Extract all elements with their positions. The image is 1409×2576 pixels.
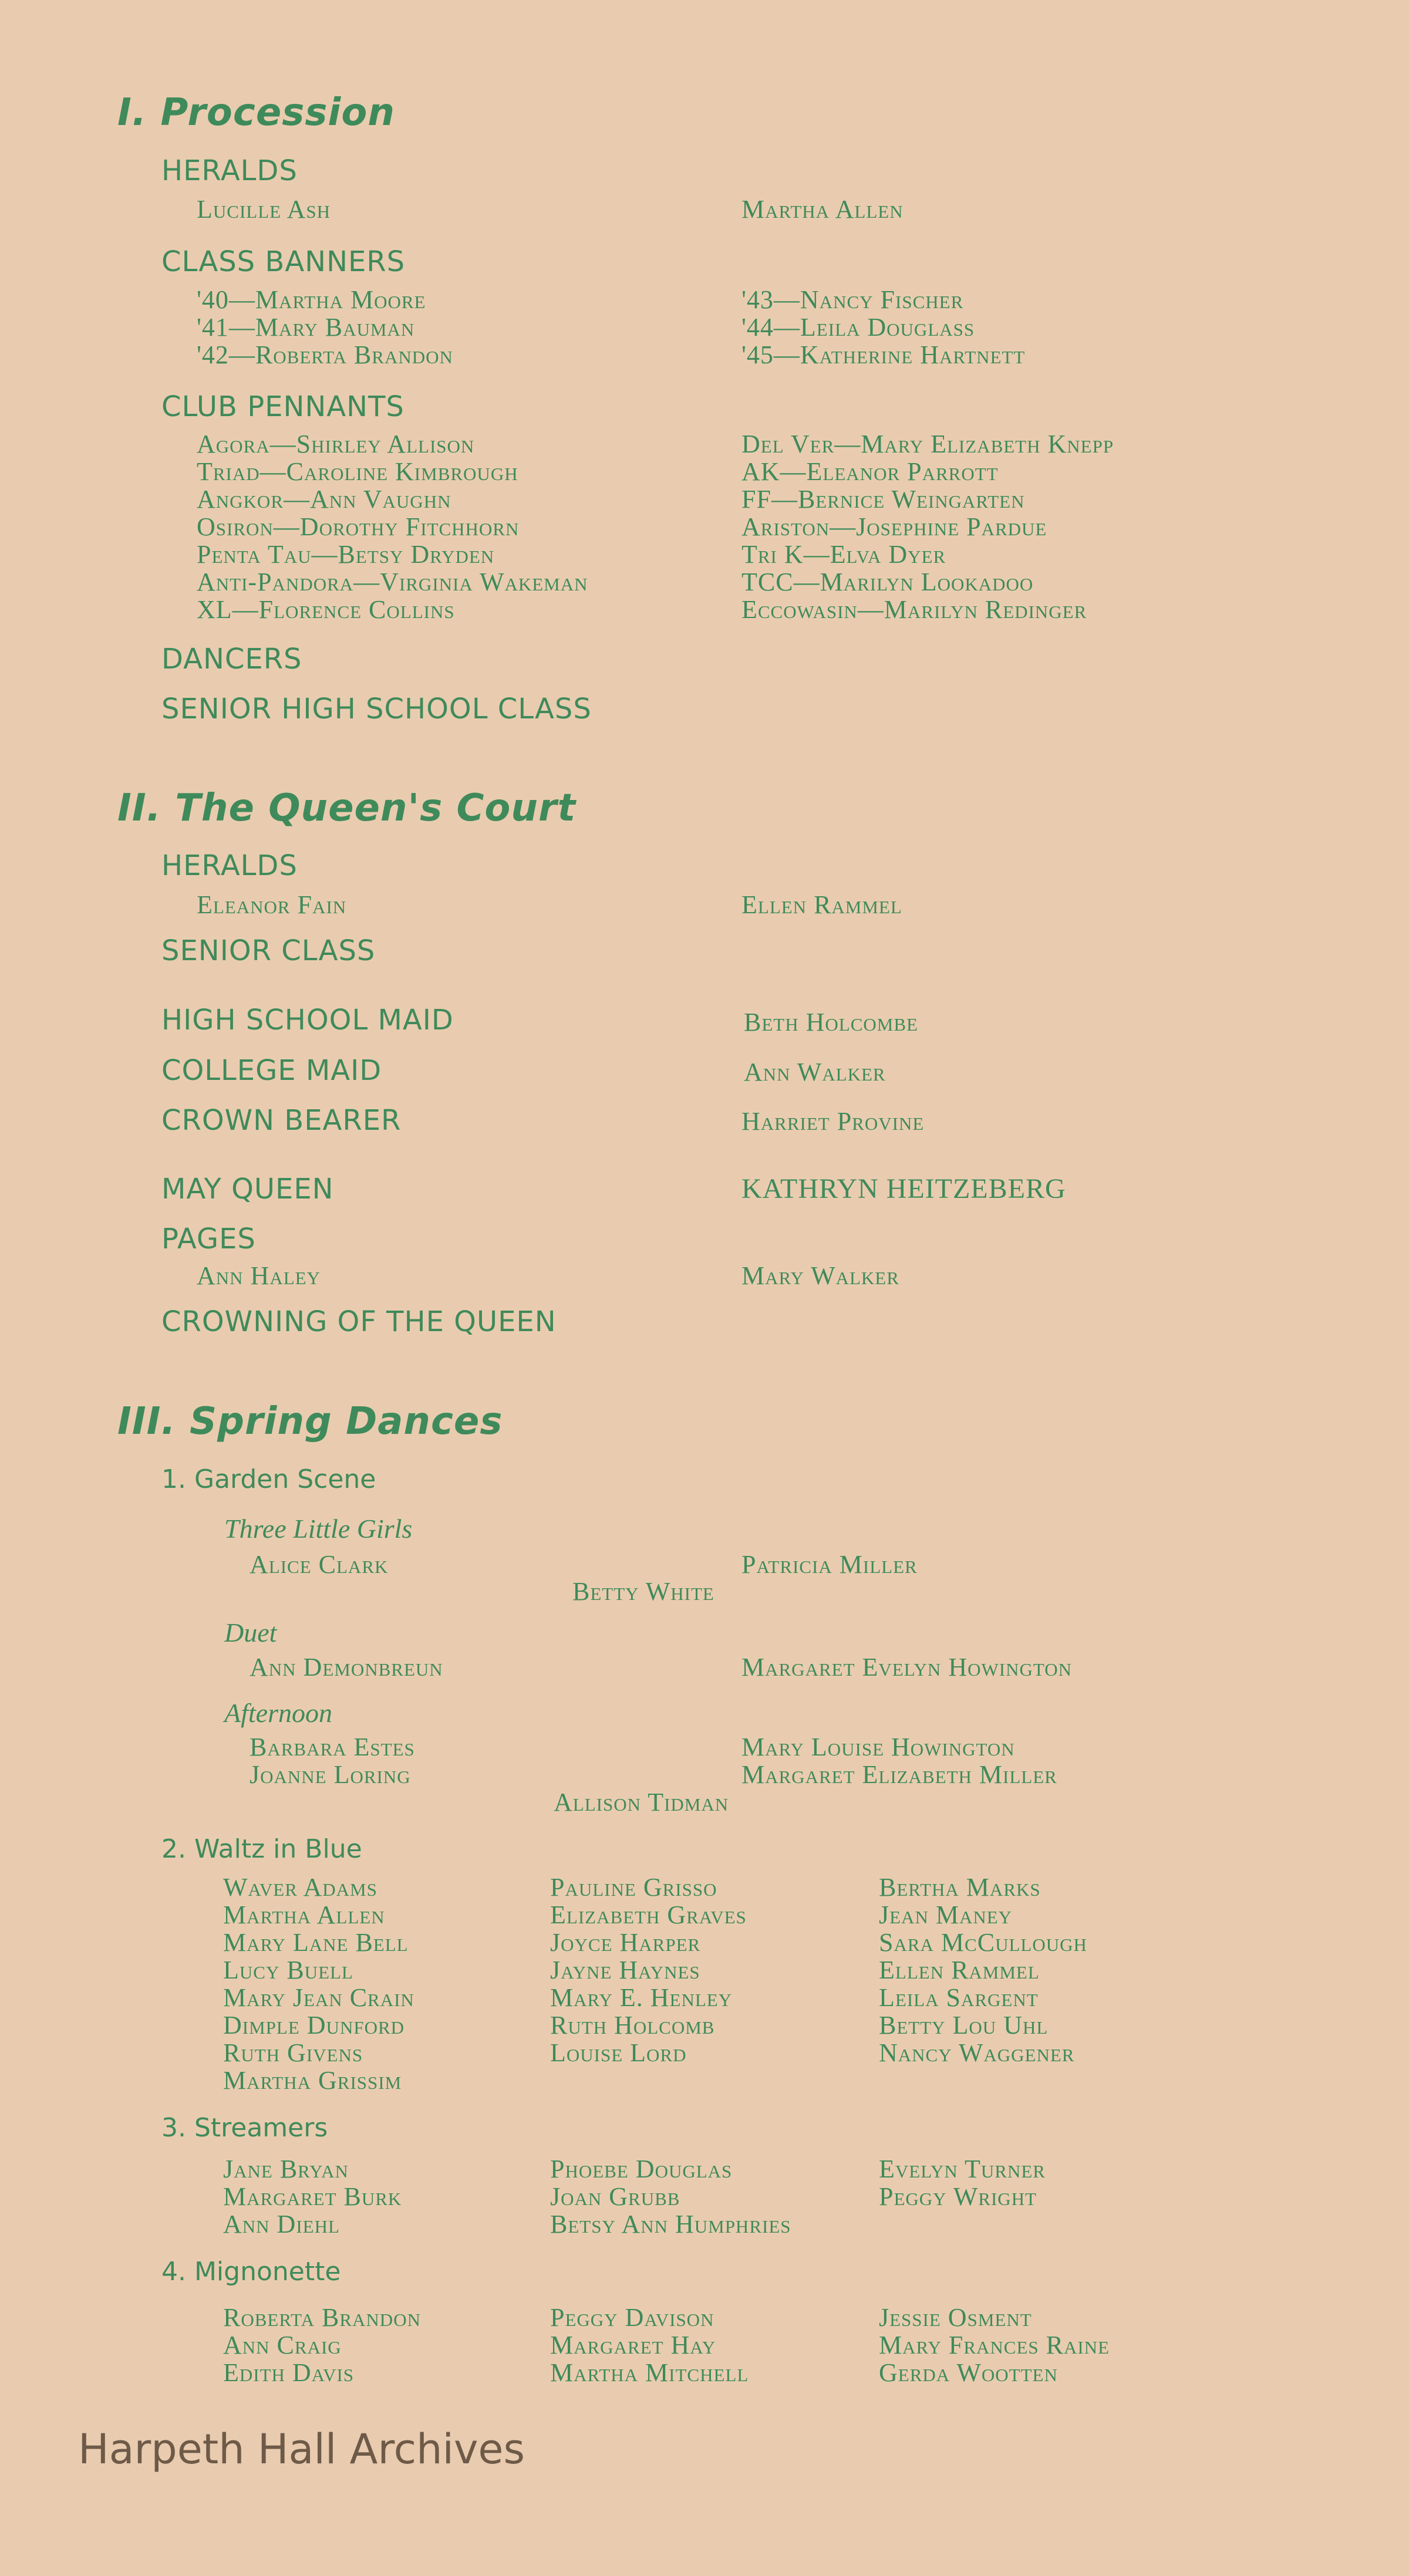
section-title-spring-dances: III. Spring Dances — [117, 1400, 503, 1443]
mignonette-column-2 — [550, 2304, 749, 2386]
waltz-column-1 — [223, 1873, 414, 2094]
list-item: FF—Bernice Weingarten — [741, 485, 1025, 514]
list-item: XL—Florence Collins — [197, 595, 455, 624]
may-queen-heading: MAY QUEEN — [161, 1173, 334, 1206]
class-banners-right — [741, 286, 1025, 369]
streamers-column-3 — [879, 2155, 1046, 2210]
dancer-name: Patricia Miller — [741, 1550, 918, 1579]
college-maid-heading: COLLEGE MAID — [161, 1054, 382, 1087]
crown-bearer-name: Harriet Provine — [741, 1107, 925, 1136]
dancer-name: Louise Lord — [550, 2038, 687, 2067]
streamers-column-1 — [223, 2155, 402, 2238]
dancer-name: Barbara Estes — [250, 1733, 415, 1761]
high-school-maid-heading: HIGH SCHOOL MAID — [161, 1004, 454, 1037]
high-school-maid-name: Beth Holcombe — [744, 1008, 918, 1037]
list-item: Ariston—Josephine Pardue — [741, 512, 1047, 541]
dancer-name: Ann Demonbreun — [250, 1653, 443, 1682]
club-pennants-left — [197, 430, 588, 623]
dancer-name: Mary Frances Raine — [879, 2331, 1110, 2359]
dancer-name: Jane Bryan — [223, 2155, 349, 2183]
dancer-name: Mary Louise Howington — [741, 1733, 1015, 1761]
dancer-name: Ann Craig — [223, 2331, 342, 2359]
class-banners-left — [197, 286, 453, 369]
dancer-name: Jayne Haynes — [550, 1956, 700, 1984]
club-pennants-right — [741, 430, 1114, 623]
dancer-name: Betty White — [572, 1577, 714, 1606]
dancer-name: Waver Adams — [223, 1873, 377, 1902]
streamers-heading: 3. Streamers — [161, 2113, 328, 2143]
dancer-name: Margaret Elizabeth Miller — [741, 1760, 1057, 1789]
streamers-column-2 — [550, 2155, 791, 2238]
dancer-name: Nancy Waggener — [879, 2038, 1075, 2067]
afternoon-left — [250, 1733, 415, 1788]
dancer-name: Mary Lane Bell — [223, 1928, 409, 1957]
list-item: Anti-Pandora—Virginia Wakeman — [197, 568, 588, 596]
dancer-name: Leila Sargent — [879, 1983, 1039, 2012]
dancer-name: Ruth Holcomb — [550, 2011, 715, 2040]
list-item: Osiron—Dorothy Fitchhorn — [197, 512, 520, 541]
dancer-name: Mary E. Henley — [550, 1983, 733, 2012]
herald-name: Martha Allen — [741, 195, 904, 224]
list-item: TCC—Marilyn Lookadoo — [741, 568, 1034, 596]
list-item: Angkor—Ann Vaughn — [197, 485, 451, 514]
list-item: '44—Leila Douglass — [741, 313, 975, 342]
dancer-name: Joan Grubb — [550, 2182, 680, 2211]
dancer-name: Ann Diehl — [223, 2210, 340, 2239]
club-pennants-heading: CLUB PENNANTS — [161, 390, 405, 423]
dancer-name: Margaret Hay — [550, 2331, 716, 2359]
college-maid-name: Ann Walker — [744, 1058, 886, 1086]
dancer-name: Allison Tidman — [554, 1788, 729, 1817]
list-item: Penta Tau—Betsy Dryden — [197, 540, 495, 569]
dancer-name: Peggy Davison — [550, 2303, 714, 2332]
waltz-column-3 — [879, 1873, 1087, 2067]
dancer-name: Betty Lou Uhl — [879, 2011, 1049, 2040]
section-title-procession: I. Procession — [117, 91, 395, 134]
dancer-name: Pauline Grisso — [550, 1873, 717, 1902]
crowning-heading: CROWNING OF THE QUEEN — [161, 1305, 557, 1338]
three-little-girls-label: Three Little Girls — [224, 1514, 413, 1544]
crown-bearer-heading: CROWN BEARER — [161, 1104, 402, 1137]
dancer-name: Gerda Wootten — [879, 2358, 1058, 2387]
dancer-name: Alice Clark — [250, 1550, 389, 1579]
herald-name: Lucille Ash — [197, 195, 331, 224]
dancer-name: Evelyn Turner — [879, 2155, 1046, 2183]
list-item: AK—Eleanor Parrott — [741, 457, 999, 486]
dancer-name: Joanne Loring — [250, 1760, 411, 1789]
dancer-name: Elizabeth Graves — [550, 1900, 747, 1929]
section-title-queens-court: II. The Queen's Court — [117, 786, 577, 830]
dancer-name: Jean Maney — [879, 1900, 1013, 1929]
senior-high-class-heading: SENIOR HIGH SCHOOL CLASS — [161, 693, 592, 725]
dancer-name: Martha Mitchell — [550, 2358, 749, 2387]
waltz-column-2 — [550, 1873, 747, 2067]
duet-label: Duet — [224, 1618, 277, 1647]
list-item: Eccowasin—Marilyn Redinger — [741, 595, 1087, 624]
dancer-name: Dimple Dunford — [223, 2011, 405, 2040]
dancer-name: Phoebe Douglas — [550, 2155, 733, 2183]
senior-class-heading: SENIOR CLASS — [161, 934, 376, 967]
dancer-name: Bertha Marks — [879, 1873, 1041, 1902]
list-item: '42—Roberta Brandon — [197, 340, 453, 369]
list-item: '43—Nancy Fischer — [741, 285, 964, 314]
class-banners-heading: CLASS BANNERS — [161, 245, 406, 278]
dancer-name: Peggy Wright — [879, 2182, 1037, 2211]
list-item: Agora—Shirley Allison — [197, 430, 475, 458]
dancer-name: Joyce Harper — [550, 1928, 701, 1957]
list-item: '40—Martha Moore — [197, 285, 426, 314]
herald-name: Ellen Rammel — [741, 890, 902, 919]
dancer-name: Mary Jean Crain — [223, 1983, 414, 2012]
dancer-name: Lucy Buell — [223, 1956, 353, 1984]
list-item: '41—Mary Bauman — [197, 313, 415, 342]
pages-heading: PAGES — [161, 1223, 256, 1255]
court-heralds-heading: HERALDS — [161, 849, 298, 882]
afternoon-right — [741, 1733, 1057, 1788]
dancer-name: Martha Allen — [223, 1900, 385, 1929]
dancer-name: Betsy Ann Humphries — [550, 2210, 791, 2239]
dancer-name: Roberta Brandon — [223, 2303, 421, 2332]
waltz-in-blue-heading: 2. Waltz in Blue — [161, 1834, 362, 1864]
list-item: Del Ver—Mary Elizabeth Knepp — [741, 430, 1114, 458]
afternoon-label: Afternoon — [224, 1698, 332, 1728]
archive-watermark: Harpeth Hall Archives — [78, 2425, 525, 2473]
mignonette-column-3 — [879, 2304, 1110, 2386]
dancers-heading: DANCERS — [161, 643, 302, 676]
dancer-name: Ellen Rammel — [879, 1956, 1040, 1984]
dancer-name: Edith Davis — [223, 2358, 355, 2387]
page-name: Mary Walker — [741, 1261, 899, 1290]
dancer-name: Margaret Evelyn Howington — [741, 1653, 1072, 1682]
dancer-name: Jessie Osment — [879, 2303, 1032, 2332]
mignonette-column-1 — [223, 2304, 421, 2386]
dancer-name: Martha Grissim — [223, 2066, 402, 2095]
list-item: Triad—Caroline Kimbrough — [197, 457, 518, 486]
dancer-name: Ruth Givens — [223, 2038, 363, 2067]
may-queen-name: KATHRYN HEITZEBERG — [741, 1173, 1066, 1204]
garden-scene-heading: 1. Garden Scene — [161, 1464, 376, 1494]
mignonette-heading: 4. Mignonette — [161, 2257, 341, 2287]
herald-name: Eleanor Fain — [197, 890, 347, 919]
heralds-heading: HERALDS — [161, 154, 298, 187]
dancer-name: Margaret Burk — [223, 2182, 402, 2211]
list-item: Tri K—Elva Dyer — [741, 540, 946, 569]
dancer-name: Sara McCullough — [879, 1928, 1087, 1957]
list-item: '45—Katherine Hartnett — [741, 340, 1026, 369]
page-name: Ann Haley — [197, 1261, 321, 1290]
